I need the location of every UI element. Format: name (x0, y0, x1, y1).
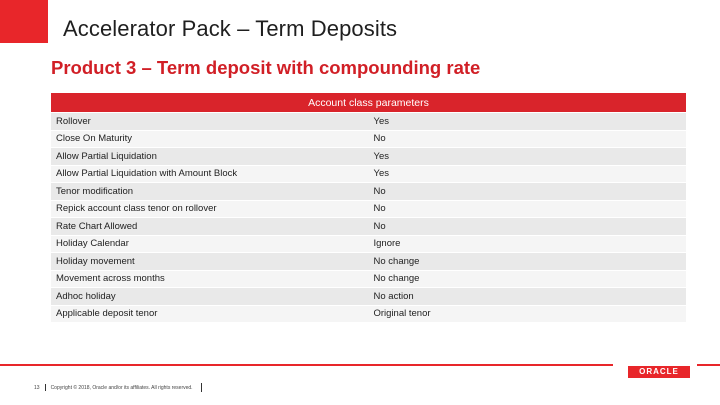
table-row (51, 165, 686, 183)
oracle-logo: ORACLE (628, 366, 690, 378)
table-header: Account class parameters (51, 93, 686, 113)
param-value: Yes (369, 165, 687, 183)
param-name: Holiday Calendar (51, 235, 369, 253)
param-value: Ignore (369, 235, 687, 253)
table-row (51, 200, 686, 218)
table-row (51, 113, 686, 131)
table-row (51, 253, 686, 271)
table-row (51, 288, 686, 306)
title-accent-bar (0, 0, 48, 43)
param-name: Movement across months (51, 270, 369, 288)
param-value: Original tenor (369, 305, 687, 322)
page-title: Accelerator Pack – Term Deposits (63, 16, 398, 41)
param-name: Rate Chart Allowed (51, 218, 369, 236)
param-name: Repick account class tenor on rollover (51, 200, 369, 218)
param-name: Applicable deposit tenor (51, 305, 369, 322)
param-name: Adhoc holiday (51, 288, 369, 306)
param-value: No (369, 200, 687, 218)
param-name: Allow Partial Liquidation with Amount Block (51, 165, 369, 183)
param-value: No action (369, 288, 687, 306)
table-row (51, 305, 686, 322)
parameters-table (51, 93, 686, 322)
page-number: 13 (34, 384, 40, 391)
page-subtitle: Product 3 – Term deposit with compounding rate (51, 57, 481, 78)
param-value: No (369, 130, 687, 148)
param-name: Tenor modification (51, 183, 369, 201)
table-row (51, 130, 686, 148)
param-value: No (369, 183, 687, 201)
table-row (51, 183, 686, 201)
param-name: Close On Maturity (51, 130, 369, 148)
footer-divider (0, 364, 720, 366)
footer-separator (201, 383, 202, 392)
param-value: Yes (369, 148, 687, 166)
param-value: No change (369, 253, 687, 271)
param-name: Allow Partial Liquidation (51, 148, 369, 166)
table-row (51, 235, 686, 253)
table-row (51, 218, 686, 236)
table-header-row (51, 93, 686, 113)
param-name: Holiday movement (51, 253, 369, 271)
footer-separator (45, 384, 46, 391)
table-row (51, 148, 686, 166)
table-row (51, 270, 686, 288)
footer (34, 383, 207, 392)
param-value: Yes (369, 113, 687, 131)
param-name: Rollover (51, 113, 369, 131)
copyright-text: Copyright © 2018, Oracle and/or its affiliates. All rights reserved. (50, 384, 193, 391)
param-value: No (369, 218, 687, 236)
param-value: No change (369, 270, 687, 288)
